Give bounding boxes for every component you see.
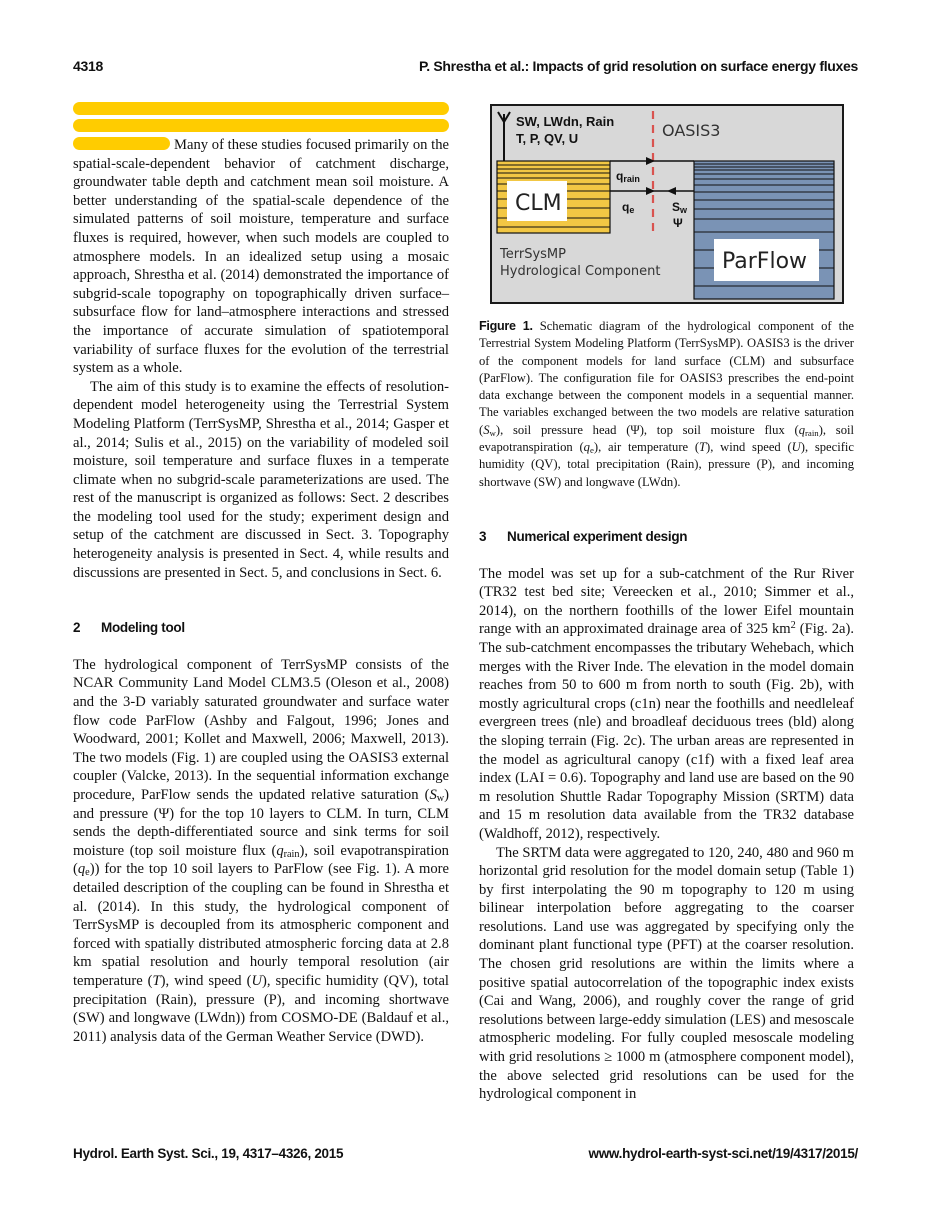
figure-1-caption: Figure 1. Schematic diagram of the hydrological component of the Terrestrial System Modeling Platform (TerrSysMP). OASIS3 is the driver of the component models for land surface (CLM) and subsurface (ParFlow). The configuration file for OASIS3 prescribes the end-point data exchange between the component models in a sequential manner. The variables exchanged between the two models are relative saturation $(S_w)$, soil pressure head (Ψ), top soil moisture flux $(q_{rain})$, soil evapotranspiration $(q_e)$, air temperature (T), wind speed (U), specific humidity (QV), total precipitation (Rain), pressure (P), and incoming shortwave (SW) and longwave (LWdn). [479, 319, 855, 489]
highlight-redaction [73, 102, 449, 115]
clm-label: CLM [515, 191, 562, 216]
study-area-paragraph: The model was set up for a sub-catchment of the Rur River (TR32 test bed site; Vereecken et al., 2010; Simmer et al., 2014), on the northern foothills of the lower Eifel mountain range with an approximated drainage area of 325 $km^2$ (Fig. 2a). The sub-catchment encompasses the tributary Wehebach, which merges with the River Inde. The elevation in the model domain reaches from 50 to 600 m from north to south (Fig. 2b), with mostly agricultural crops (c1n) near the foothills and needleleaf evergreen trees (nle) and broadleaf deciduous trees (bld) along the sloping terrain (Fig. 2c). The urban areas are represented in the model as agricultural canopy (c1f) with a fixed leaf area index (LAI = 0.6). Topography and land use are based on the 90 m resolution Shuttle Radar Topography Mission (SRTM) data and 15 m resolution data available from the TR32 database (Waldhoff, 2012), respectively. [479, 565, 854, 842]
figure-label: Figure 1. [479, 319, 533, 333]
running-title: P. Shrestha et al.: Impacts of grid resolution on surface energy fluxes [418, 58, 858, 74]
journal-url[interactable]: www.hydrol-earth-syst-sci.net/19/4317/2015/ [588, 1146, 858, 1161]
q-rain-label: qrain [616, 169, 640, 184]
highlight-redaction [73, 119, 449, 132]
aim-paragraph: The aim of this study is to examine the effects of resolution-dependent model heterogeneity using the Terrestrial System Modeling Platform (TerrSysMP, Shrestha et al., 2014; Gasper et al., 2014; Sulis et al., 2015) on the variability of modeled soil moisture, soil temperature and surface fluxes in a temperate climate when no subgrid-scale parameterizations are used. The rest of the manuscript is organized as follows: Sect. 2 describes the modeling tool used for the study; experiment design and setup of the catchment are discussed in Sect. 3. Topography heterogeneity analysis is presented in Sect. 4, while results and discussions are presented in Sect. 5, and conclusions in Sect. 6. [73, 378, 449, 581]
forcing-antenna-icon [498, 112, 510, 161]
journal-citation: Hydrol. Earth Syst. Sci., 19, 4317–4326, 2015 [73, 1146, 344, 1161]
psi-label: Ψ [673, 216, 683, 230]
figure-1-diagram [490, 104, 844, 304]
component-label-line1: TerrSysMP [500, 247, 566, 262]
oasis3-label: OASIS3 [662, 121, 721, 140]
sw-label: Sw [672, 200, 688, 215]
page-number: 4318 [73, 58, 103, 74]
left-column [73, 102, 449, 1046]
intro-paragraph: Many of these studies focused primarily on the spatial-scale-dependent behavior of catchment discharge, groundwater table depth and catchment mean soil moisture. A better understanding of the spatial-scale dependence of the simulated patterns of soil moisture, temperature and surface fluxes is required, however, when such models are coupled to atmosphere models. In an idealized setup using a mosaic approach, Shrestha et al. (2014) demonstrated the importance of subgrid-scale topography on topographically driven surface–subsurface flow for land–atmosphere interactions and stressed the importance of accurate simulation of spatiotemporal variability of surface fluxes for the evolution of the terrestrial system as a whole. [73, 137, 449, 377]
parflow-label: ParFlow [722, 249, 808, 274]
srtm-paragraph: The SRTM data were aggregated to 120, 240, 480 and 960 m horizontal grid resolution for the model domain setup (Table 1) by first interpolating the 90 m topography to 120 m using bilinear interpolation before aggregating to the coarser resolutions. Land use was aggregated by specifying only the dominant plant functional type (PFT) at the coarser resolution. The chosen grid resolutions are within the limits where a positive spatial autocorrelation of the topographic index exists (Cai and Wang, 2006), and roughly cover the range of grid resolutions between large-eddy simulation (LES) and mesoscale atmospheric modeling. For fully coupled mesoscale modeling with grid resolutions ≥ 1000 m (atmosphere component model), the above selected grid resolutions can be used for the hydrological component in [479, 844, 855, 1103]
modeling-tool-paragraph: The hydrological component of TerrSysMP consists of the NCAR Community Land Model CLM3.5 (Oleson et al., 2008) and the 3-D variably saturated groundwater and surface water flow code ParFlow (Ashby and Falgout, 1996; Jones and Woodward, 2001; Kollet and Maxwell, 2006; Maxwell, 2013). The two models (Fig. 1) are coupled using the OASIS3 external coupler (Valcke, 2013). In the sequential information exchange procedure, ParFlow sends the updated relative saturation $(S_w)$ and pressure (Ψ) for the top 10 layers to CLM. In turn, CLM sends the depth-differentiated source and sink terms for soil moisture (top soil moisture flux $(q_{rain})$, soil evapotranspiration $(q_e)$) for the top 10 soil layers to ParFlow (see Fig. 1). A more detailed description of the coupling can be found in Shrestha et al. (2014). In this study, the hydrological component of TerrSysMP is decoupled from its atmospheric component and forced with spatially distributed atmospheric forcing data at 2.8 km spatial resolution and hourly temporal resolution (air temperature (T), wind speed (U), specific humidity (QV), total precipitation (Rain), pressure (P), and incoming shortwave (SW) and longwave (LWdn)) from COSMO-DE (Baldauf et al., 2011) analysis data of the German Weather Service (DWD). [73, 656, 449, 1045]
right-column [479, 528, 854, 1104]
section-heading-3: 3 Numerical experiment design [479, 529, 688, 544]
section-heading-2: 2 Modeling tool [73, 620, 185, 636]
q-e-label: qe [622, 200, 635, 215]
figure-1-svg [492, 106, 842, 302]
forcing-variables-line2: T, P, QV, U [516, 131, 579, 146]
arrow-left-icon [667, 187, 676, 195]
highlight-redaction [73, 137, 170, 150]
component-label-line2: Hydrological Component [500, 264, 661, 279]
forcing-variables-line1: SW, LWdn, Rain [516, 114, 615, 129]
